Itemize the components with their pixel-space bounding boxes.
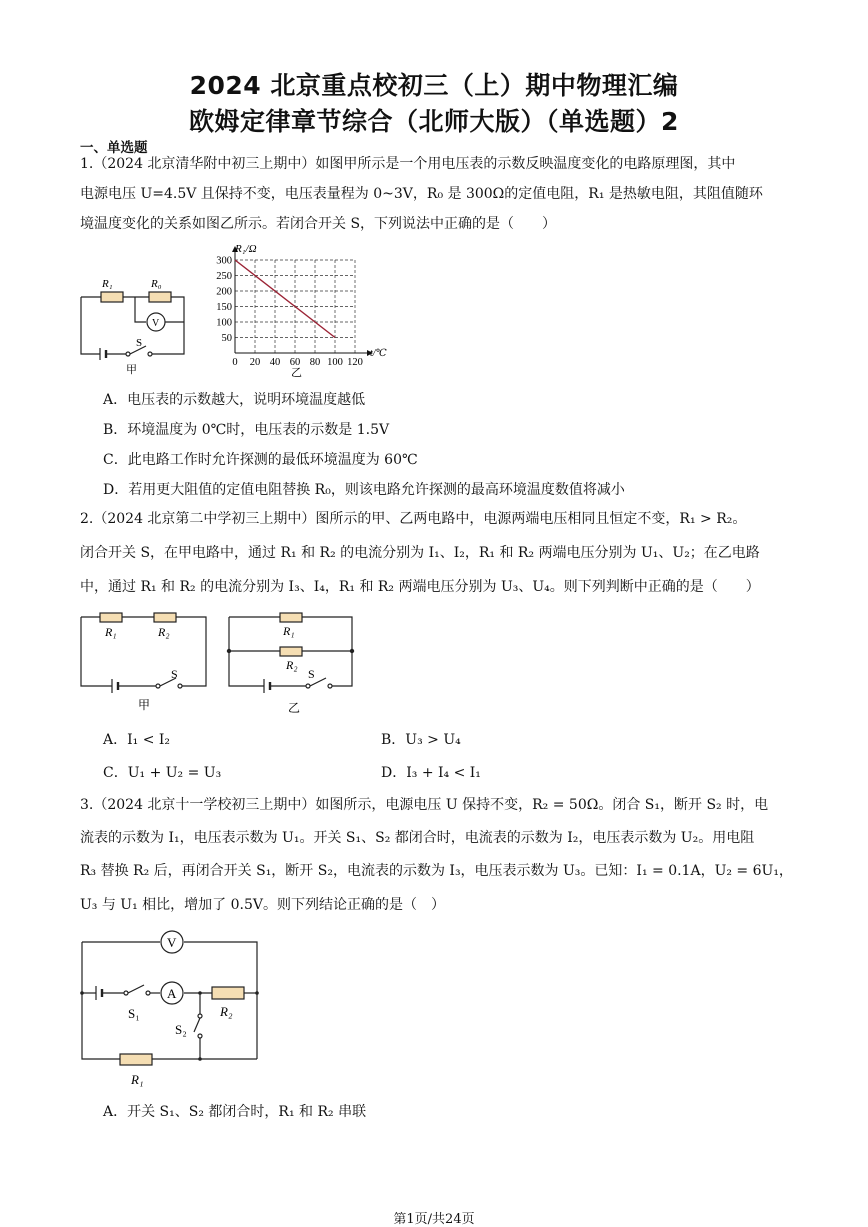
x-tick-label: 0 [232, 357, 238, 368]
page-title-line2: 欧姆定律章节综合（北师大版）（单选题）2 [189, 107, 679, 136]
q2b-r2-label: R₂ [286, 658, 298, 672]
q2-circuit-b-diagram [224, 608, 360, 718]
y-tick-label: 250 [216, 271, 232, 282]
x-tick-label: 80 [309, 357, 321, 368]
q1-option-b[interactable]: B．环境温度为 0℃时，电压表的示数是 1.5V [103, 422, 390, 438]
q2-option-d[interactable]: D．I₃ + I₄ < I₁ [381, 765, 481, 781]
x-tick-label: 100 [327, 357, 343, 368]
q1-text-line1: 1.（2024 北京清华附中初三上期中）如图甲所示是一个用电压表的示数反映温度变化的电路原理图，其中 [80, 156, 736, 172]
q2-option-b[interactable]: B．U₃ > U₄ [381, 732, 461, 748]
q1-r0-label: R₀ [151, 278, 162, 290]
q2-option-c[interactable]: C．U₁ + U₂ = U₃ [103, 765, 222, 781]
q2a-caption: 甲 [138, 698, 151, 712]
q2a-r2-label: R₂ [158, 625, 170, 639]
q3-r2-label: R₂ [220, 1004, 233, 1019]
q3-circuit-diagram [76, 928, 266, 1093]
chart-axes [232, 246, 373, 356]
q3-text-line1: 3.（2024 北京十一学校初三上期中）如图所示，电源电压 U 保持不变，R₂ = 50Ω。闭合 S₁，断开 S₂ 时，电 [80, 797, 769, 813]
y-tick-label: 150 [216, 302, 232, 313]
q3-option-a[interactable]: A．开关 S₁、S₂ 都闭合时，R₁ 和 R₂ 串联 [103, 1104, 367, 1120]
section-heading: 一、单选题 [80, 140, 148, 156]
q1-option-a[interactable]: A．电压表的示数越大，说明环境温度越低 [103, 392, 366, 408]
q3-s1-label: S₁ [128, 1006, 140, 1021]
x-tick-label: 40 [269, 357, 281, 368]
q2-text-line1: 2.（2024 北京第二中学初三上期中）图所示的甲、乙两电路中，电源两端电压相同且恒定不变，R₁ > R₂。 [80, 511, 747, 527]
q1-switch-label: S [136, 337, 143, 349]
x-tick-label: 60 [289, 357, 301, 368]
y-tick-label: 50 [221, 333, 232, 344]
q3-text-line2: 流表的示数为 I₁，电压表示数为 U₁。开关 S₁、S₂ 都闭合时，电流表的示数为 I₂，电压表示数为 U₂。用电阻 [80, 830, 755, 846]
q3-ammeter-label: A [167, 986, 177, 1001]
q1-option-d[interactable]: D．若用更大阻值的定值电阻替换 R₀，则该电路允许探测的最高环境温度数值将减小 [103, 482, 625, 498]
q2b-switch-label: S [308, 667, 315, 681]
q2-text-line2: 闭合开关 S，在甲电路中，通过 R₁ 和 R₂ 的电流分别为 I₁、I₂，R₁ 和 R₂ 两端电压分别为 U₁、U₂；在乙电路 [80, 545, 760, 561]
chart-caption: 乙 [291, 367, 302, 379]
y-tick-label: 100 [216, 317, 232, 329]
q3-s2-label: S₂ [175, 1022, 187, 1037]
q2a-r1-label: R₁ [105, 625, 117, 639]
q3-voltmeter-label: V [167, 935, 177, 950]
r0-resistor [149, 292, 171, 302]
chart-series [235, 260, 335, 338]
q1-text-line2: 电源电压 U=4.5V 且保持不变，电压表量程为 0~3V，R₀ 是 300Ω的定值电阻，R₁ 是热敏电阻，其阻值随环 [80, 186, 763, 202]
series-line [235, 260, 335, 338]
q2a-switch-label: S [171, 667, 178, 681]
q1-voltmeter-label: V [152, 318, 160, 329]
y-tick-label: 200 [216, 286, 232, 298]
x-tick-label: 20 [249, 357, 261, 368]
q3-text-line4: U₃ 与 U₁ 相比，增加了 0.5V。则下列结论正确的是（ ） [80, 897, 445, 913]
q3-text-line3: R₃ 替换 R₂ 后，再闭合开关 S₁，断开 S₂，电流表的示数为 I₃，电压表示数为 U₃。已知：I₁ = 0.1A，U₂ = 6U₁， [80, 863, 793, 879]
q3-r1-label: R₁ [131, 1072, 144, 1087]
q2b-caption: 乙 [288, 701, 301, 715]
q2b-r1-label: R₁ [283, 624, 295, 638]
q1-text-line3: 境温度变化的关系如图乙所示。若闭合开关 S，下列说法中正确的是（ ） [80, 216, 557, 232]
chart-xlabel: t/℃ [370, 348, 387, 359]
page-number: 第1页/共24页 [393, 1212, 475, 1227]
y-tick-label: 300 [216, 255, 232, 267]
q1-circuit-diagram [74, 270, 194, 380]
q1-option-c[interactable]: C．此电路工作时允许探测的最低环境温度为 60℃ [103, 452, 418, 468]
q1-graph [205, 238, 400, 383]
chart-ticks [216, 256, 363, 369]
page-title-line1: 2024 北京重点校初三（上）期中物理汇编 [189, 71, 679, 100]
q1-r1-label: R₁ [102, 278, 113, 290]
r1-resistor [101, 292, 123, 302]
chart-ylabel: R₁/Ω [235, 243, 257, 255]
q2-circuit-a-diagram [76, 608, 212, 718]
x-tick-label: 120 [347, 357, 363, 368]
q2-text-line3: 中，通过 R₁ 和 R₂ 的电流分别为 I₃、I₄，R₁ 和 R₂ 两端电压分别为 U₃、U₄。则下列判断中正确的是（ ） [80, 579, 760, 595]
q1-circuit-caption: 甲 [126, 364, 137, 376]
q2-option-a[interactable]: A．I₁ < I₂ [103, 732, 171, 748]
